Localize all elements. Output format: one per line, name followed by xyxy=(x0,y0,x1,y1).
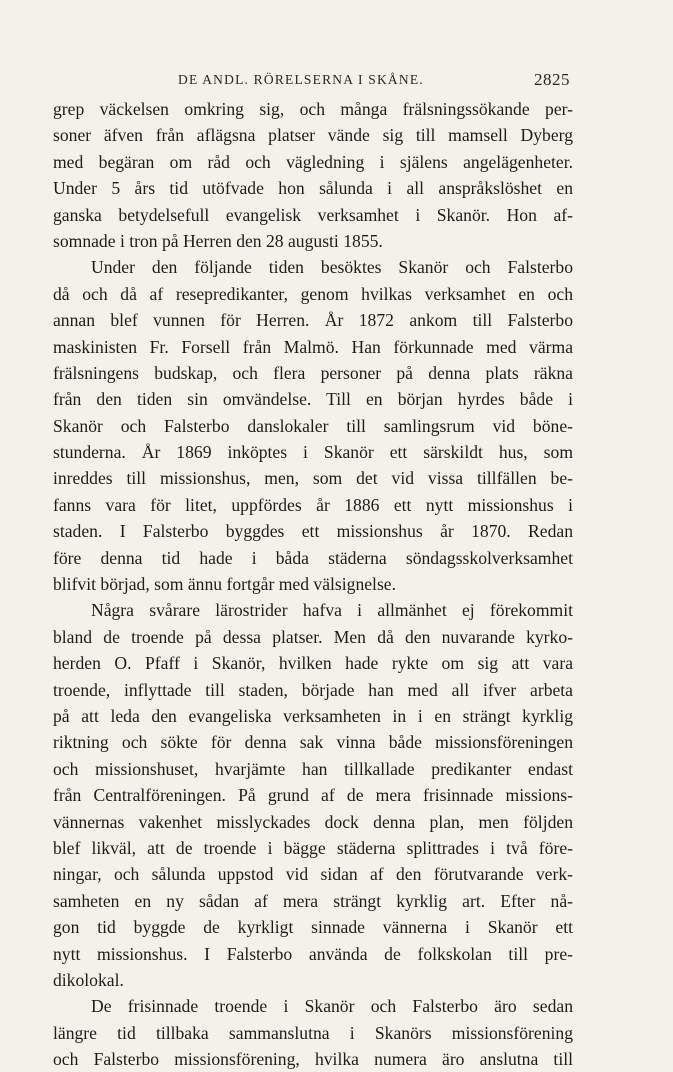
text-line: stunderna. År 1869 inköptes i Skanör ett särskildt hus, som xyxy=(53,442,573,463)
text-line: Några svårare lärostrider hafva i allmänhet ej förekommit xyxy=(91,600,573,621)
text-line: staden. I Falsterbo byggdes ett missionshus år 1870. Redan xyxy=(53,521,573,542)
text-line: samheten en ny sådan af mera strängt kyrklig art. Efter nå- xyxy=(53,890,573,911)
text-line: dikolokal. xyxy=(53,969,124,990)
text-line: nytt missionshus. I Falsterbo använda de folkskolan till pre- xyxy=(53,943,573,964)
text-line: maskinisten Fr. Forsell från Malmö. Han förkunnade med värma xyxy=(53,336,573,357)
text-line: Under den följande tiden besöktes Skanör och Falsterbo xyxy=(91,257,573,278)
text-line: på att leda den evangeliska verksamheten in i en strängt kyrklig xyxy=(53,705,573,726)
text-line: inreddes till missionshus, men, som det vid vissa tillfällen be- xyxy=(53,468,573,489)
text-line: annan blef vunnen för Herren. År 1872 ankom till Falsterbo xyxy=(53,310,573,331)
text-line: Under 5 års tid utöfvade hon sålunda i all anspråkslöshet en xyxy=(53,178,573,199)
text-line: gon tid byggde de kyrkligt sinnade vännerna i Skanör ett xyxy=(53,917,573,938)
text-line: herden O. Pfaff i Skanör, hvilken hade rykte om sig att vara xyxy=(53,653,573,674)
text-line: från Centralföreningen. På grund af de mera frisinnade missions- xyxy=(53,785,573,806)
text-line: och Falsterbo missionsförening, hvilka numera äro anslutna till xyxy=(53,1049,573,1070)
body-text xyxy=(53,96,573,1072)
text-line: frälsningens budskap, och flera personer på denna plats räkna xyxy=(53,362,573,383)
text-line: grep väckelsen omkring sig, och många frälsningssökande per- xyxy=(53,99,573,119)
text-line: somnade i tron på Herren den 28 augusti 1855. xyxy=(53,230,383,251)
text-line: De frisinnade troende i Skanör och Falsterbo äro sedan xyxy=(91,996,573,1017)
text-line: före denna tid hade i båda städerna söndagsskolverksamhet xyxy=(53,547,573,568)
text-line: bland de troende på dessa platser. Men då den nuvarande kyrko- xyxy=(53,626,573,647)
text-line: då och då af resepredikanter, genom hvilkas verksamhet en och xyxy=(53,283,573,304)
text-line: soner äfven från aflägsna platser vände sig till mamsell Dyberg xyxy=(53,125,573,146)
text-line: och missionshuset, hvarjämte han tillkallade predikanter endast xyxy=(53,758,573,779)
text-line: riktning och sökte för denna sak vinna både missionsföreningen xyxy=(53,732,573,753)
text-line: ganska betydelsefull evangelisk verksamhet i Skanör. Hon af- xyxy=(53,204,573,225)
running-head: DE ANDL. RÖRELSERNA I SKÅNE. xyxy=(178,72,424,87)
text-line: ningar, och sålunda uppstod vid sidan af den förutvarande verk- xyxy=(53,864,573,885)
text-line: fanns vara för litet, uppfördes år 1886 ett nytt missionshus i xyxy=(53,494,573,515)
text-line: längre tid tillbaka sammanslutna i Skanörs missionsförening xyxy=(53,1022,573,1043)
text-line: Skanör och Falsterbo danslokaler till samlingsrum vid böne- xyxy=(53,415,573,436)
text-line: blifvit börjad, som ännu fortgår med välsignelse. xyxy=(53,574,397,595)
text-line: med begäran om råd och vägledning i själens angelägenheter. xyxy=(53,151,573,172)
text-line: från den tiden sin omvändelse. Till en början hyrdes både i xyxy=(53,389,573,410)
text-line: blef likväl, att de troende i bägge städerna splittrades i två före- xyxy=(53,837,573,858)
text-line: troende, inflyttade till staden, började han med all ifver arbeta xyxy=(53,679,573,700)
text-line: vännernas vakenhet misslyckades dock denna plan, men följden xyxy=(53,811,573,832)
page-number: 2825 xyxy=(534,70,570,89)
